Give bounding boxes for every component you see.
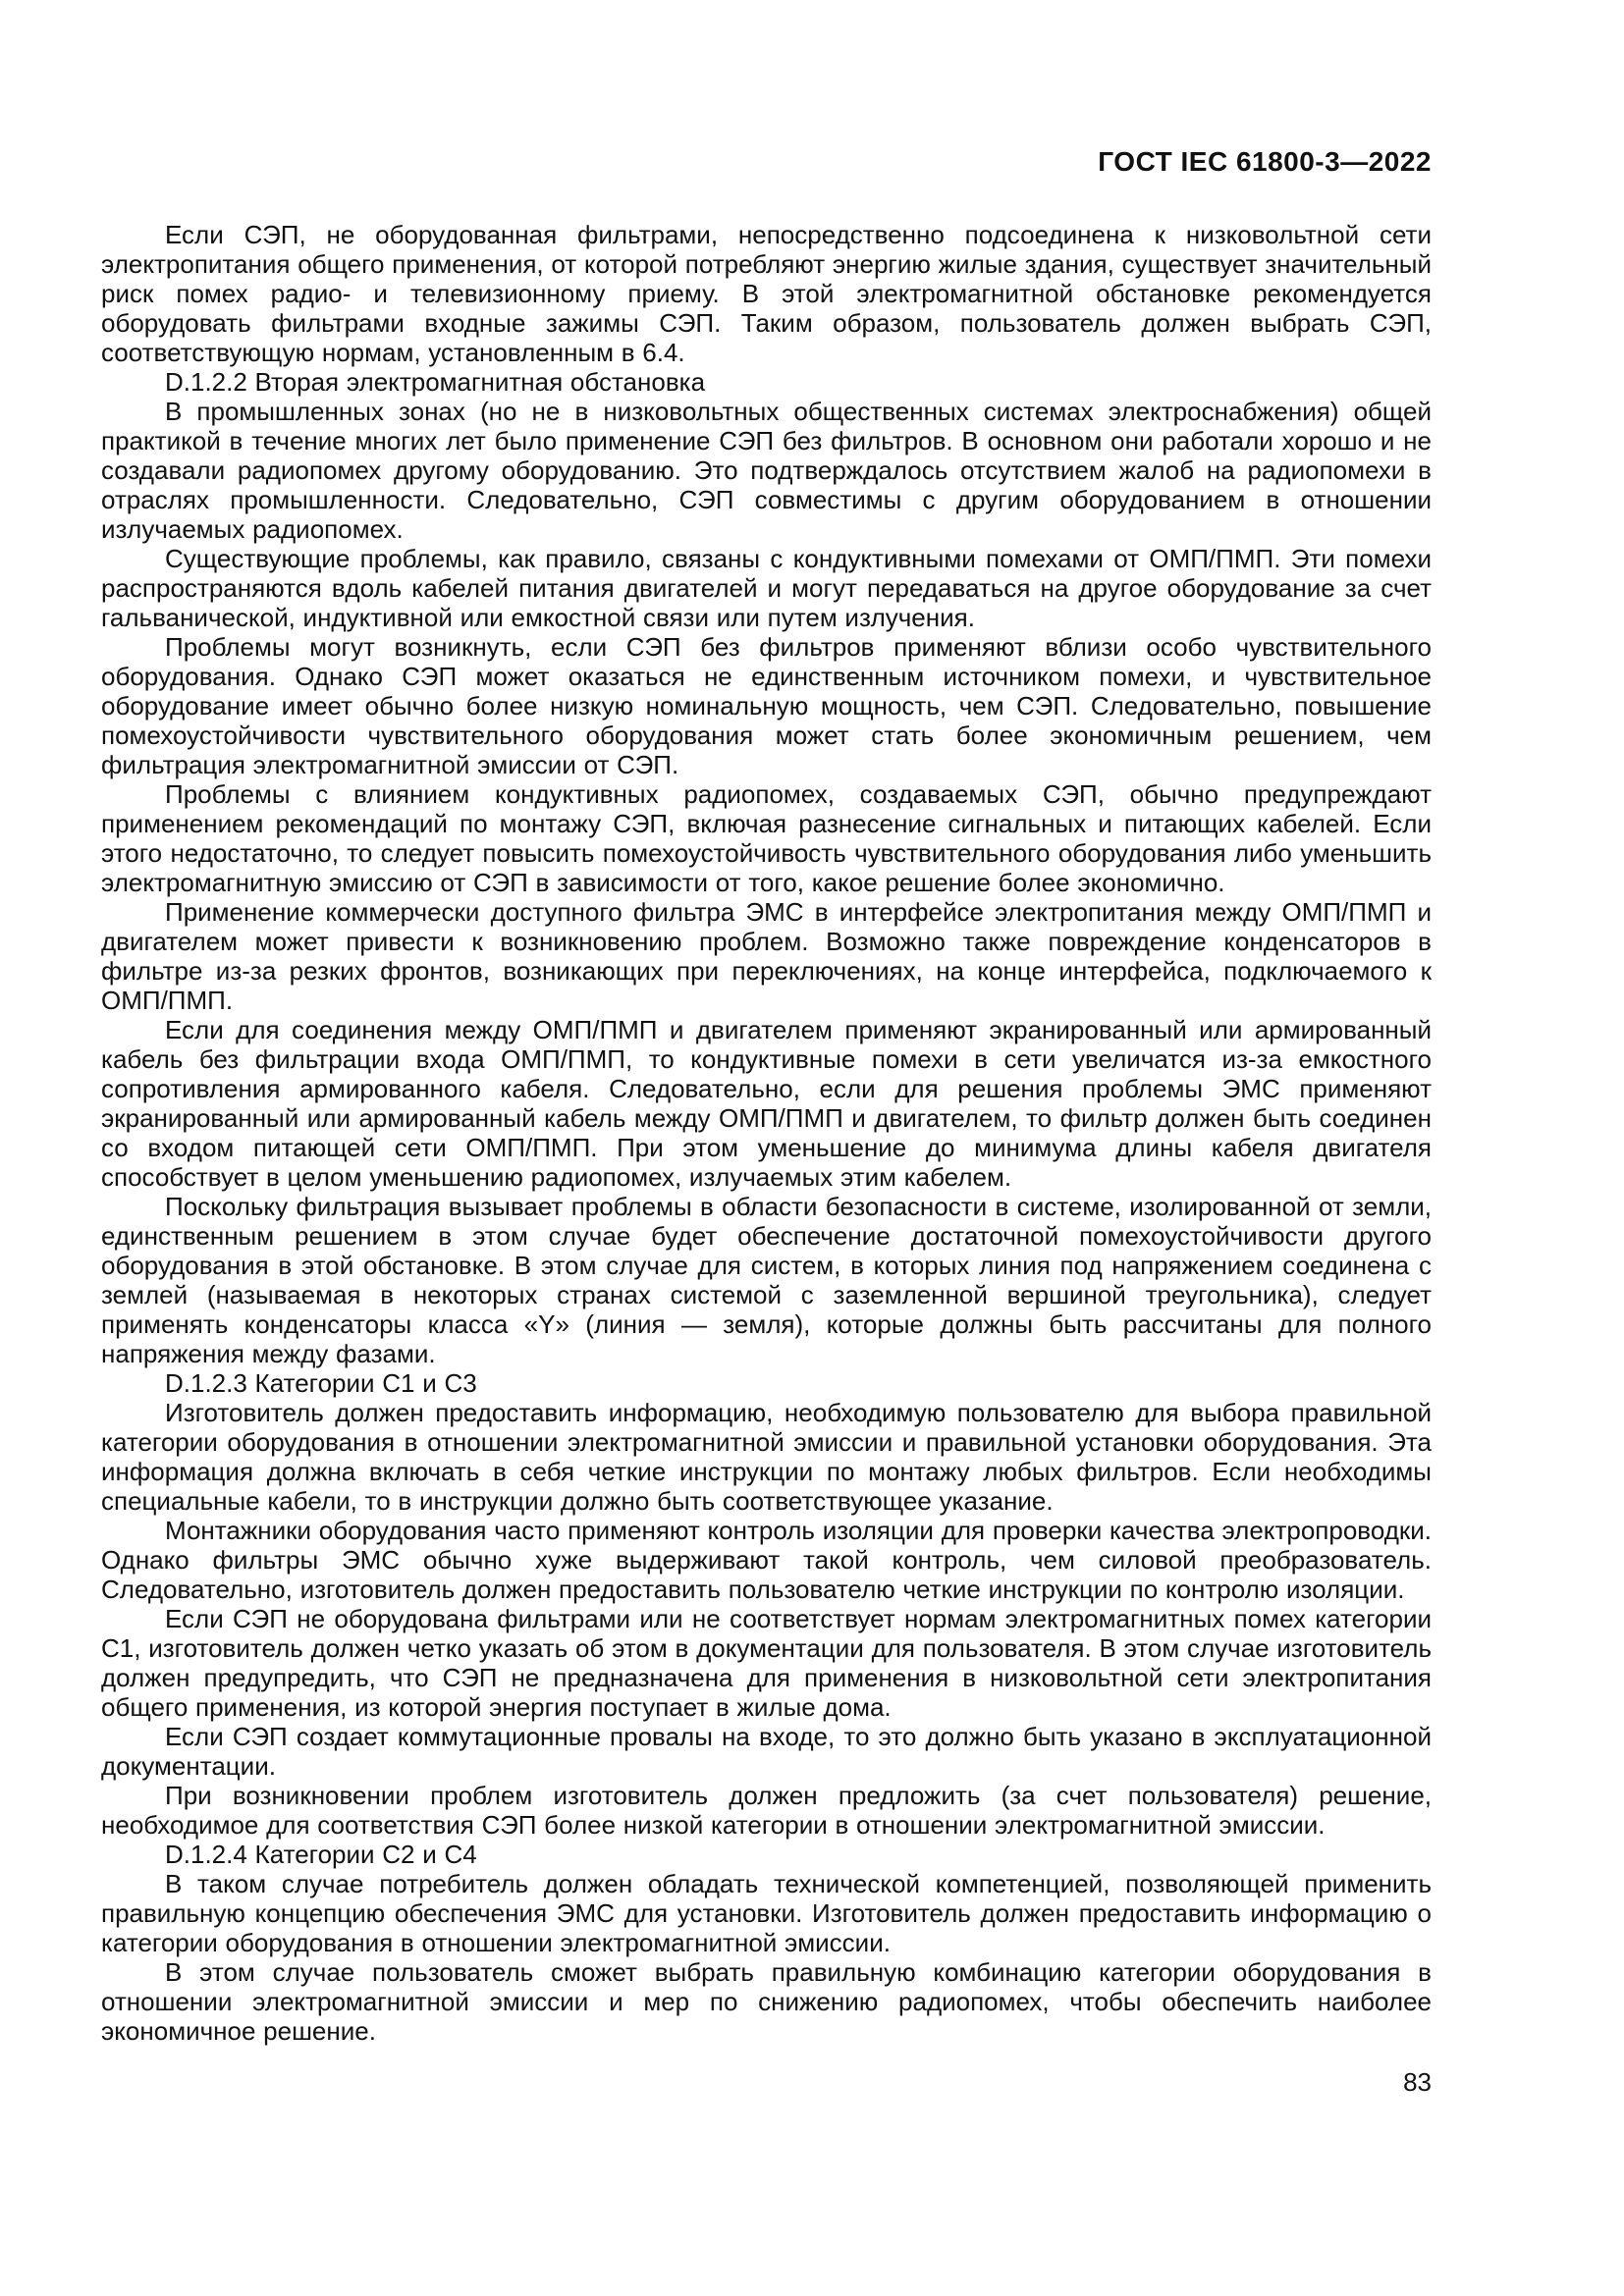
page-number: 83: [1403, 2067, 1432, 2097]
section-heading-d123: D.1.2.3 Категории C1 и C3: [165, 1368, 477, 1398]
body-paragraph: Существующие проблемы, как правило, связаны с кондуктивными помехами от ОМП/ПМП. Эти помехи распространяются вдоль кабелей питания двигателей и могут передаваться на другое оборудование за счет гальванической, индуктивной или емкостной связи или путем излучения.: [101, 544, 1432, 632]
body-paragraph: Поскольку фильтрация вызывает проблемы в области безопасности в системе, изолированной от земли, единственным решением в этом случае будет обеспечение достаточной помехоустойчивости другого оборудования в этой обстановке. В этом случае для систем, в которых линия под напряжением соединена с землей (называемая в некоторых странах системой с заземленной вершиной треугольника), следует применять конденсаторы класса «Y» (линия — земля), которые должны быть рассчитаны для полного напряжения между фазами.: [101, 1192, 1432, 1368]
body-paragraph: Применение коммерчески доступного фильтра ЭМС в интерфейсе электропитания между ОМП/ПМП и двигателем может привести к возникновению проблем. Возможно также повреждение конденсаторов в фильтре из-за резких фронтов, возникающих при переключениях, на конце интерфейса, подключаемого к ОМП/ПМП.: [101, 897, 1432, 1015]
body-paragraph: Проблемы могут возникнуть, если СЭП без фильтров применяют вблизи особо чувствительного оборудования. Однако СЭП может оказаться не единственным источником помехи, и чувствительное оборудование имеет обычно более низкую номинальную мощность, чем СЭП. Следовательно, повышение помехоустойчивости чувствительного оборудования может стать более экономичным решением, чем фильтрация электромагнитной эмиссии от СЭП.: [101, 632, 1432, 779]
body-paragraph: В этом случае пользователь сможет выбрать правильную комбинацию категории оборудования в отношении электромагнитной эмиссии и мер по снижению радиопомех, чтобы обеспечить наиболее экономичное решение.: [101, 1957, 1432, 2046]
section-heading-d122: D.1.2.2 Вторая электромагнитная обстановка: [165, 367, 706, 397]
body-paragraph: В промышленных зонах (но не в низковольтных общественных системах электроснабжения) общей практикой в течение многих лет было применение СЭП без фильтров. В основном они работали хорошо и не создавали радиопомех другому оборудованию. Это подтверждалось отсутствием жалоб на радиопомехи в отраслях промышленности. Следовательно, СЭП совместимы с другим оборудованием в отношении излучаемых радиопомех.: [101, 397, 1432, 544]
document-body: [101, 220, 1432, 2046]
body-paragraph: В таком случае потребитель должен обладать технической компетенцией, позволяющей применить правильную концепцию обеспечения ЭМС для установки. Изготовитель должен предоставить информацию о категории оборудования в отношении электромагнитной эмиссии.: [101, 1869, 1432, 1957]
section-heading-d124: D.1.2.4 Категории C2 и C4: [165, 1840, 477, 1869]
body-paragraph: Если СЭП не оборудована фильтрами или не соответствует нормам электромагнитных помех категории C1, изготовитель должен четко указать об этом в документации для пользователя. В этом случае изготовитель должен предупредить, что СЭП не предназначена для применения в низковольтной сети электропитания общего применения, из которой энергия поступает в жилые дома.: [101, 1604, 1432, 1722]
body-paragraph: Монтажники оборудования часто применяют контроль изоляции для проверки качества электропроводки. Однако фильтры ЭМС обычно хуже выдерживают такой контроль, чем силовой преобразователь. Следовательно, изготовитель должен предоставить пользователю четкие инструкции по контролю изоляции.: [101, 1516, 1432, 1604]
body-paragraph: Проблемы с влиянием кондуктивных радиопомех, создаваемых СЭП, обычно предупреждают применением рекомендаций по монтажу СЭП, включая разнесение сигнальных и питающих кабелей. Если этого недостаточно, то следует повысить помехоустойчивость чувствительного оборудования либо уменьшить электромагнитную эмиссию от СЭП в зависимости от того, какое решение более экономично.: [101, 779, 1432, 897]
document-header: ГОСТ IEC 61800-3—2022: [1098, 146, 1432, 177]
body-paragraph: Если СЭП создает коммутационные провалы на входе, то это должно быть указано в эксплуатационной документации.: [101, 1722, 1432, 1781]
body-paragraph: Изготовитель должен предоставить информацию, необходимую пользователю для выбора правильной категории оборудования в отношении электромагнитной эмиссии и правильной установки оборудования. Эта информация должна включать в себя четкие инструкции по монтажу любых фильтров. Если необходимы специальные кабели, то в инструкции должно быть соответствующее указание.: [101, 1398, 1432, 1516]
body-paragraph: При возникновении проблем изготовитель должен предложить (за счет пользователя) решение, необходимое для соответствия СЭП более низкой категории в отношении электромагнитной эмиссии.: [101, 1781, 1432, 1840]
body-paragraph: Если СЭП, не оборудованная фильтрами, непосредственно подсоединена к низковольтной сети электропитания общего применения, от которой потребляют энергию жилые здания, существует значительный риск помех радио- и телевизионному приему. В этой электромагнитной обстановке рекомендуется оборудовать фильтрами входные зажимы СЭП. Таким образом, пользователь должен выбрать СЭП, соответствующую нормам, установленным в 6.4.: [101, 220, 1432, 367]
body-paragraph: Если для соединения между ОМП/ПМП и двигателем применяют экранированный или армированный кабель без фильтрации входа ОМП/ПМП, то кондуктивные помехи в сети увеличатся из-за емкостного сопротивления армированного кабеля. Следовательно, если для решения проблемы ЭМС применяют экранированный или армированный кабель между ОМП/ПМП и двигателем, то фильтр должен быть соединен со входом питающей сети ОМП/ПМП. При этом уменьшение до минимума длины кабеля двигателя способствует в целом уменьшению радиопомех, излучаемых этим кабелем.: [101, 1015, 1432, 1192]
